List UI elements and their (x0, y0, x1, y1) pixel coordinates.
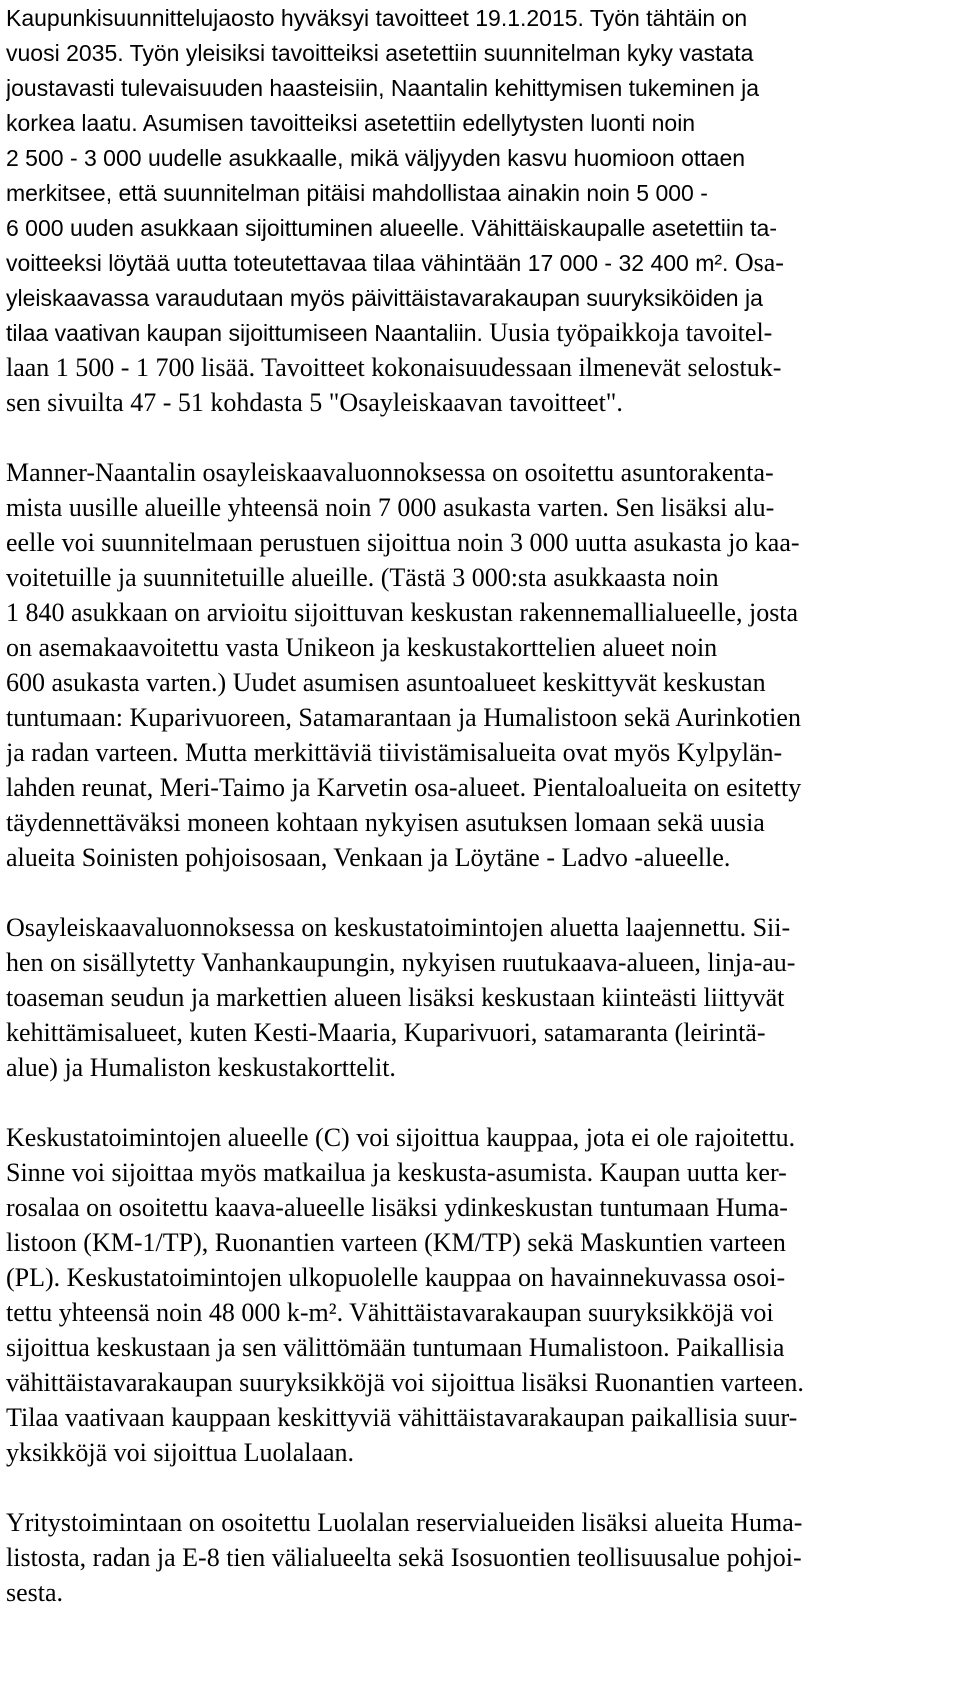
text-line (6, 35, 956, 70)
text-segment: sijoittua keskustaan ja sen välittömään tuntumaan Humalistoon. Paikallisia (6, 1333, 785, 1362)
text-segment: alue) ja Humaliston keskustakorttelit. (6, 1053, 396, 1082)
paragraph-gap (6, 1085, 956, 1120)
text-line (6, 1050, 956, 1085)
paragraph-gap (6, 1470, 956, 1505)
text-line (6, 945, 956, 980)
text-segment: sen sivuilta 47 - 51 kohdasta 5 "Osayleiskaavan tavoitteet". (6, 388, 623, 417)
text-line (6, 175, 956, 210)
text-line (6, 840, 956, 875)
text-line (6, 1295, 956, 1330)
text-line (6, 455, 956, 490)
text-segment: mista uusille alueille yhteensä noin 7 000 asukasta varten. Sen lisäksi alu- (6, 493, 775, 522)
text-segment: lahden reunat, Meri-Taimo ja Karvetin osa-alueet. Pientaloalueita on esitetty (6, 773, 802, 802)
text-segment: 1 840 asukkaan on arvioitu sijoittuvan keskustan rakennemallialueelle, josta (6, 598, 799, 627)
text-segment: tettu yhteensä noin 48 000 k-m². Vähittäistavarakaupan suuryksikköjä voi (6, 1298, 774, 1327)
text-line (6, 245, 956, 280)
paragraph-city-centre (6, 910, 956, 1085)
text-segment: rosalaa on osoitettu kaava-alueelle lisäksi ydinkeskustan tuntumaan Huma- (6, 1193, 788, 1222)
text-segment: toaseman seudun ja markettien alueen lisäksi keskustaan kiinteästi liittyvät (6, 983, 785, 1012)
text-line (6, 210, 956, 245)
text-segment: täydennettäväksi moneen kohtaan nykyisen asutuksen lomaan sekä uusia (6, 808, 765, 837)
text-segment: Keskustatoimintojen alueelle (C) voi sijoittua kauppaa, jota ei ole rajoitettu. (6, 1123, 796, 1152)
text-segment: 600 asukasta varten.) Uudet asumisen asuntoalueet keskittyvät keskustan (6, 668, 766, 697)
text-segment: kehittämisalueet, kuten Kesti-Maaria, Kuparivuori, satamaranta (leirintä- (6, 1018, 766, 1047)
text-line (6, 910, 956, 945)
text-line (6, 595, 956, 630)
text-segment: voitetuille ja suunnitetuille alueille. (Tästä 3 000:sta asukkaasta noin (6, 563, 719, 592)
text-line (6, 350, 956, 385)
text-line (6, 1260, 956, 1295)
paragraph-gap (6, 420, 956, 455)
text-line (6, 385, 956, 420)
text-line (6, 630, 956, 665)
text-segment: tuntumaan: Kuparivuoreen, Satamarantaan ja Humalistoon sekä Aurinkotien (6, 703, 801, 732)
text-segment: yksikköjä voi sijoittua Luolalaan. (6, 1438, 355, 1467)
text-segment: Tavoitteet kokonaisuudessaan ilmenevät selostuk- (261, 353, 782, 382)
text-segment: korkea laatu. Asumisen tavoitteiksi asetettiin edellytysten luonti noin (6, 110, 696, 136)
text-segment: Tilaa vaativaan kauppaan keskittyviä vähittäistavarakaupan paikallisia suur- (6, 1403, 798, 1432)
document-page (6, 0, 956, 1690)
paragraph-goals (6, 0, 956, 420)
text-segment: listoon (KM-1/TP), Ruonantien varteen (KM/TP) sekä Maskuntien varteen (6, 1228, 786, 1257)
text-line (6, 1155, 956, 1190)
text-line (6, 560, 956, 595)
text-segment: yleiskaavassa varaudutaan myös päivittäistavarakaupan suuryksiköiden ja (6, 285, 763, 311)
text-line (6, 1120, 956, 1155)
text-line (6, 1505, 956, 1540)
text-line (6, 490, 956, 525)
text-line (6, 1225, 956, 1260)
text-line (6, 1330, 956, 1365)
text-segment: eelle voi suunnitelmaan perustuen sijoittua noin 3 000 uutta asukasta jo kaa- (6, 528, 800, 557)
text-line (6, 1575, 956, 1610)
paragraph-retail (6, 1120, 956, 1470)
text-segment: Manner-Naantalin osayleiskaavaluonnoksessa on osoitettu asuntorakenta- (6, 458, 774, 487)
text-line (6, 280, 956, 315)
text-segment: joustavasti tulevaisuuden haasteisiin, Naantalin kehittymisen tukeminen ja (6, 75, 760, 101)
text-segment: 6 000 uuden asukkaan sijoittuminen alueelle. Vähittäiskaupalle asetettiin ta- (6, 215, 778, 241)
text-line (6, 315, 956, 350)
paragraph-business (6, 1505, 956, 1610)
text-line (6, 700, 956, 735)
text-line (6, 805, 956, 840)
text-line (6, 980, 956, 1015)
text-segment: vuosi 2035. Työn yleisiksi tavoitteiksi asetettiin suunnitelman kyky vastata (6, 40, 754, 66)
text-line (6, 1365, 956, 1400)
text-segment: Osa- (734, 248, 784, 277)
text-line (6, 1435, 956, 1470)
text-segment: Yritystoimintaan on osoitettu Luolalan reservialueiden lisäksi alueita Huma- (6, 1508, 803, 1537)
text-line (6, 70, 956, 105)
text-segment: on asemakaavoitettu vasta Unikeon ja keskustakorttelien alueet noin (6, 633, 718, 662)
text-segment: Osayleiskaavaluonnoksessa on keskustatoimintojen aluetta laajennettu. Sii- (6, 913, 791, 942)
text-segment: voitteeksi löytää uutta toteutettavaa tilaa vähintään 17 000 - 32 400 m². (6, 250, 735, 276)
text-segment: 2 500 - 3 000 uudelle asukkaalle, mikä väljyyden kasvu huomioon ottaen (6, 145, 746, 171)
text-segment: vähittäistavarakaupan suuryksikköjä voi sijoittua lisäksi Ruonantien varteen. (6, 1368, 804, 1397)
text-segment: listosta, radan ja E-8 tien välialueelta sekä Isosuontien teollisuusalue pohjoi- (6, 1543, 802, 1572)
text-line (6, 1015, 956, 1050)
text-line (6, 770, 956, 805)
text-segment: Uusia työpaikkoja tavoitel- (489, 318, 773, 347)
text-line (6, 1190, 956, 1225)
paragraph-housing (6, 455, 956, 875)
text-line (6, 0, 956, 35)
paragraph-gap (6, 875, 956, 910)
text-segment: (PL). Keskustatoimintojen ulkopuolelle kauppaa on havainnekuvassa osoi- (6, 1263, 786, 1292)
text-line (6, 140, 956, 175)
text-line (6, 525, 956, 560)
text-line (6, 735, 956, 770)
text-segment: sesta. (6, 1578, 64, 1607)
text-segment: alueita Soinisten pohjoisosaan, Venkaan ja Löytäne - Ladvo -alueelle. (6, 843, 731, 872)
text-segment: ja radan varteen. Mutta merkittäviä tiivistämisalueita ovat myös Kylpylän- (6, 738, 783, 767)
text-segment: Sinne voi sijoittaa myös matkailua ja keskusta-asumista. Kaupan uutta ker- (6, 1158, 787, 1187)
text-line (6, 1400, 956, 1435)
text-line (6, 105, 956, 140)
text-line (6, 665, 956, 700)
text-segment: Kaupunkisuunnittelujaosto hyväksyi tavoitteet 19.1.2015. Työn tähtäin on (6, 5, 748, 31)
text-segment: hen on sisällytetty Vanhankaupungin, nykyisen ruutukaava-alueen, linja-au- (6, 948, 796, 977)
text-segment: merkitsee, että suunnitelman pitäisi mahdollistaa ainakin noin 5 000 - (6, 180, 708, 206)
text-line (6, 1540, 956, 1575)
text-segment: laan 1 500 - 1 700 lisää. (6, 353, 262, 382)
text-segment: tilaa vaativan kaupan sijoittumiseen Naantaliin. (6, 320, 490, 346)
